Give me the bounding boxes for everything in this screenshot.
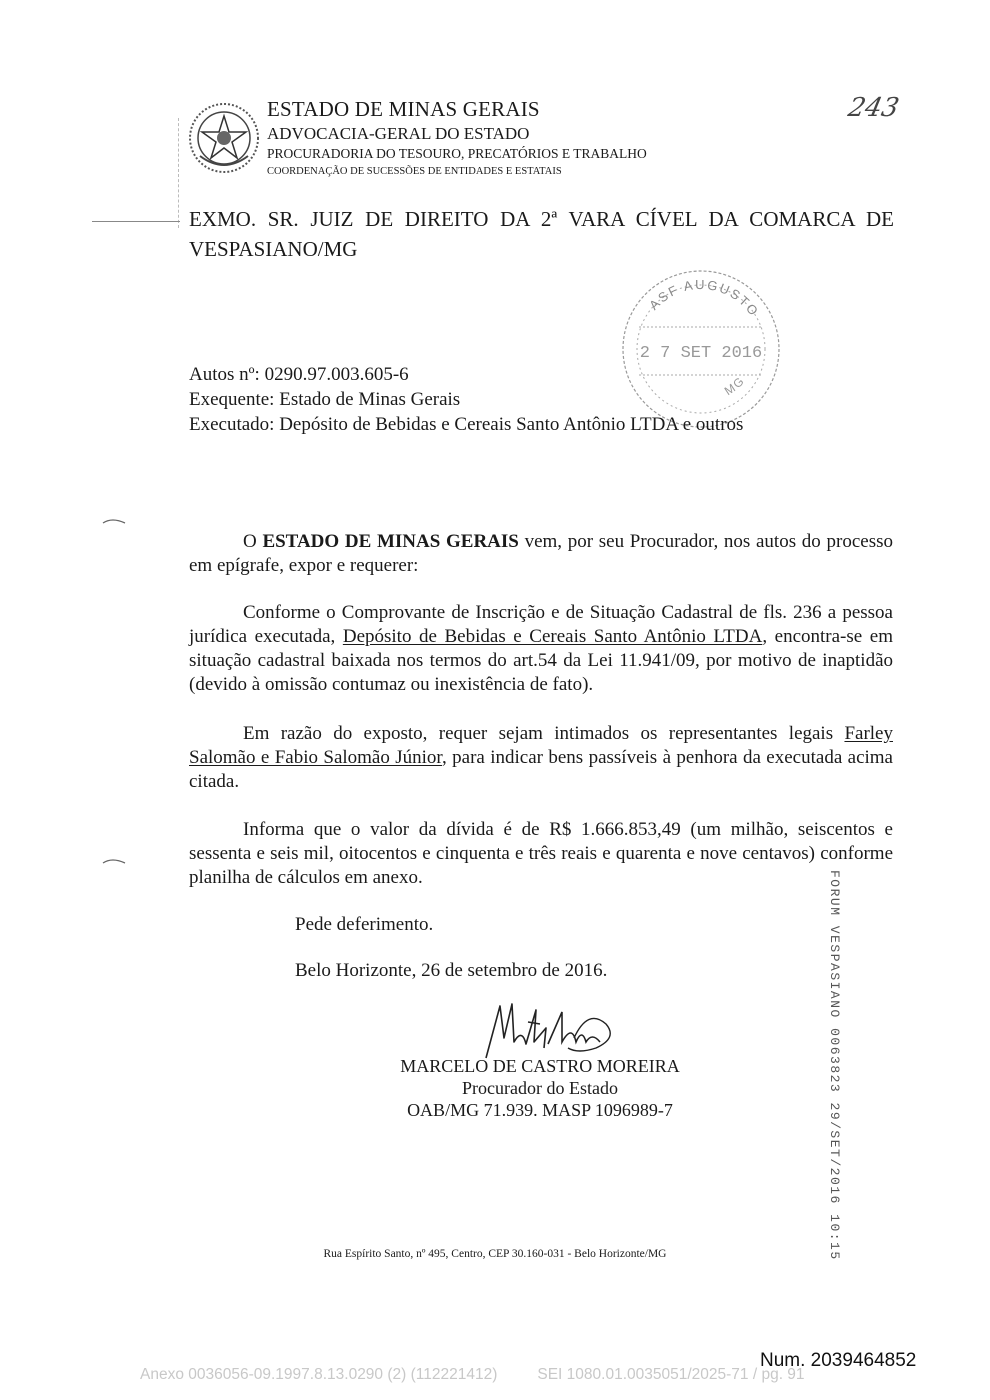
company-name-underlined: Depósito de Bebidas e Cereais Santo Antônio LTDA <box>342 626 763 647</box>
protocol-stamp-vertical: FORUM VESPASIANO 0063823 29/SET/2016 10:15 <box>827 870 842 1261</box>
state-crest-icon <box>186 100 262 176</box>
header-agency-name: ADVOCACIA-GERAL DO ESTADO <box>267 124 530 143</box>
margin-mark <box>102 512 126 520</box>
sei-annex-reference: Anexo 0036056-09.1997.8.13.0290 (2) (112221412) <box>140 1366 498 1383</box>
case-exequente: Exequente: Estado de Minas Gerais <box>189 389 461 410</box>
svg-text:MG: MG <box>721 373 749 399</box>
case-executado: Executado: Depósito de Bebidas e Cereais Santo Antônio LTDA e outros <box>189 414 744 435</box>
addressee: EXMO. SR. JUIZ DE DIREITO DA 2ª VARA CÍVEL DA COMARCA DE VESPASIANO/MG <box>189 207 894 261</box>
paragraph-debt: Informa que o valor da dívida é de R$ 1.666.853,49 (um milhão, seiscentos e sessenta e seis mil, oitocentos e cinquenta e três reais e quarenta e nove centavos) conforme planilha de cálculos em anexo. <box>189 819 893 888</box>
signatory-name: MARCELO DE CASTRO MOREIRA <box>400 1056 680 1076</box>
header-coordination-name: COORDENAÇÃO DE SUCESSÕES DE ENTIDADES E ESTATAIS <box>267 166 562 177</box>
svg-text:243: 243 <box>845 93 902 123</box>
signatory-registration: OAB/MG 71.939. MASP 1096989-7 <box>407 1100 673 1120</box>
margin-line <box>92 221 180 223</box>
paragraph-request: Em razão do exposto, requer sejam intimados os representantes legais Farley Salomão e Fabio Salomão Júnior, para indicar bens passíveis à penhora da executada acima citada. <box>189 723 893 792</box>
case-number: Autos nº: 0290.97.003.605-6 <box>189 364 409 385</box>
sei-footer <box>140 1366 845 1384</box>
case-info <box>189 362 743 437</box>
margin-mark <box>102 852 126 860</box>
handwritten-signature <box>478 998 628 1062</box>
representatives-underlined: Farley Salomão e Fabio Salomão Júnior <box>189 723 893 768</box>
closing: Pede deferimento. <box>295 914 434 935</box>
header-department-name: PROCURADORIA DO TESOURO, PRECATÓRIOS E TRABALHO <box>267 146 647 161</box>
signatory-title: Procurador do Estado <box>462 1078 618 1098</box>
svg-text:2 7 SET 2016: 2 7 SET 2016 <box>639 344 763 363</box>
intro-bold-entity: ESTADO DE MINAS GERAIS <box>262 531 519 552</box>
handwritten-page-number <box>845 88 915 126</box>
date-line: Belo Horizonte, 26 de setembro de 2016. <box>295 960 608 981</box>
footer-address: Rua Espírito Santo, nº 495, Centro, CEP 30.160-031 - Belo Horizonte/MG <box>323 1248 667 1260</box>
margin-line <box>178 118 180 228</box>
sei-process-reference: SEI 1080.01.0035051/2025-71 / pg. 91 <box>537 1366 805 1383</box>
svg-text:ASF AUGUSTO: ASF AUGUSTO <box>646 276 763 320</box>
paragraph-situation: Conforme o Comprovante de Inscrição e de Situação Cadastral de fls. 236 a pessoa jurídica executada, Depósito de Bebidas e Cereais Santo Antônio LTDA, encontra-se em situação cadastral baixada nos termos do art.54 da Lei 11.941/09, por motivo de inaptidão (devido à omissão contumaz ou inexistência de fato). <box>189 602 893 695</box>
document-number: Num. 2039464852 <box>760 1350 917 1371</box>
header-state-name: ESTADO DE MINAS GERAIS <box>267 97 540 121</box>
paragraph-intro: O ESTADO DE MINAS GERAIS vem, por seu Procurador, nos autos do processo em epígrafe, expor e requerer: <box>189 531 893 576</box>
signature-block <box>370 1055 710 1121</box>
